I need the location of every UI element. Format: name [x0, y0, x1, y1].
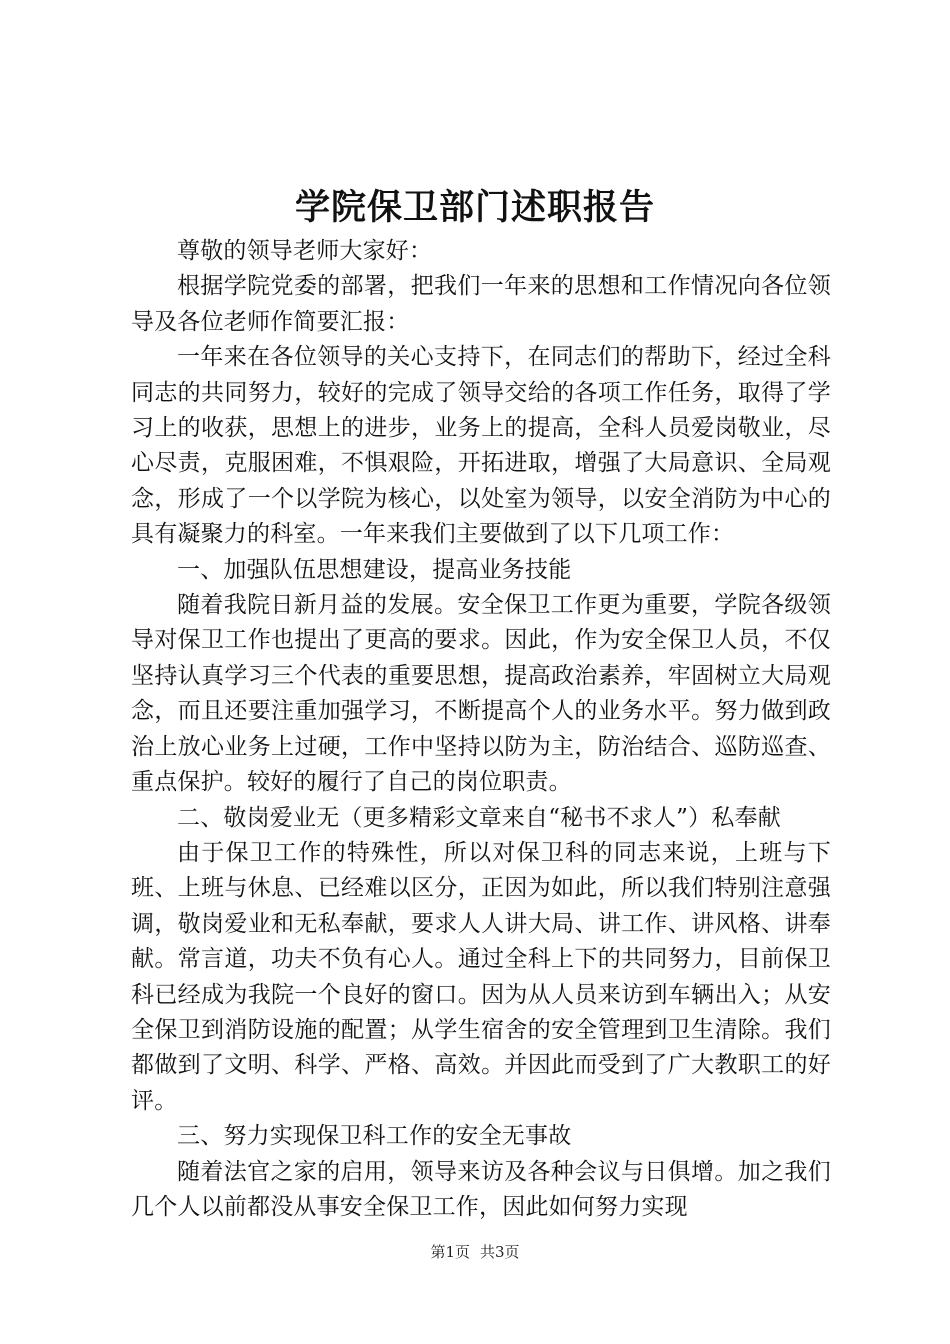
- section-heading-1: 一、加强队伍思想建设，提高业务技能: [177, 556, 572, 583]
- document-body: [131, 234, 831, 1225]
- page-footer: [0, 1242, 950, 1262]
- page-total: 共3页: [480, 1243, 520, 1261]
- page-number: 第1页: [430, 1243, 470, 1261]
- document-title: 学院保卫部门述职报告: [294, 187, 655, 228]
- section-heading-3: 三、努力实现保卫科工作的安全无事故: [177, 1123, 572, 1150]
- intro-paragraph: 根据学院党委的部署，把我们一年来的思想和工作情况向各位领导及各位老师作简要汇报：: [131, 273, 831, 335]
- section-1-paragraph: 随着我院日新月益的发展。安全保卫工作更为重要，学院各级领导对保卫工作也提出了更高的要求。因此，作为安全保卫人员，不仅坚持认真学习三个代表的重要思想，提高政治素养，牢固树立大局观念，而且还要注重加强学习，不断提高个人的业务水平。努力做到政治上放心业务上过硬，工作中坚持以防为主，防治结合、巡防巡查、重点保护。较好的履行了自己的岗位职责。: [131, 592, 831, 796]
- section-2-paragraph: 由于保卫工作的特殊性，所以对保卫科的同志来说，上班与下班、上班与休息、已经难以区分，正因为如此，所以我们特别注意强调，敬岗爱业和无私奉献，要求人人讲大局、讲工作、讲风格、讲奉献。常言道，功夫不负有心人。通过全科上下的共同努力，目前保卫科已经成为我院一个良好的窗口。因为从人员来访到车辆出入；从安全保卫到消防设施的配置；从学生宿舍的安全管理到卫生清除。我们都做到了文明、科学、严格、高效。并因此而受到了广大教职工的好评。: [131, 839, 831, 1114]
- summary-paragraph: 一年来在各位领导的关心支持下，在同志们的帮助下，经过全科同志的共同努力，较好的完成了领导交给的各项工作任务，取得了学习上的收获，思想上的进步，业务上的提高，全科人员爱岗敬业，尽心尽责，克服困难，不惧艰险，开拓进取，增强了大局意识、全局观念，形成了一个以学院为核心，以处室为领导，以安全消防为中心的具有凝聚力的科室。一年来我们主要做到了以下几项工作：: [131, 344, 831, 548]
- section-3-paragraph: 随着法官之家的启用，领导来访及各种会议与日俱增。加之我们几个人以前都没从事安全保卫工作，因此如何努力实现: [131, 1158, 831, 1220]
- section-heading-2: 二、敬岗爱业无（更多精彩文章来自“秘书不求人”）私奉献: [177, 804, 781, 831]
- greeting-paragraph: 尊敬的领导老师大家好：: [177, 238, 433, 264]
